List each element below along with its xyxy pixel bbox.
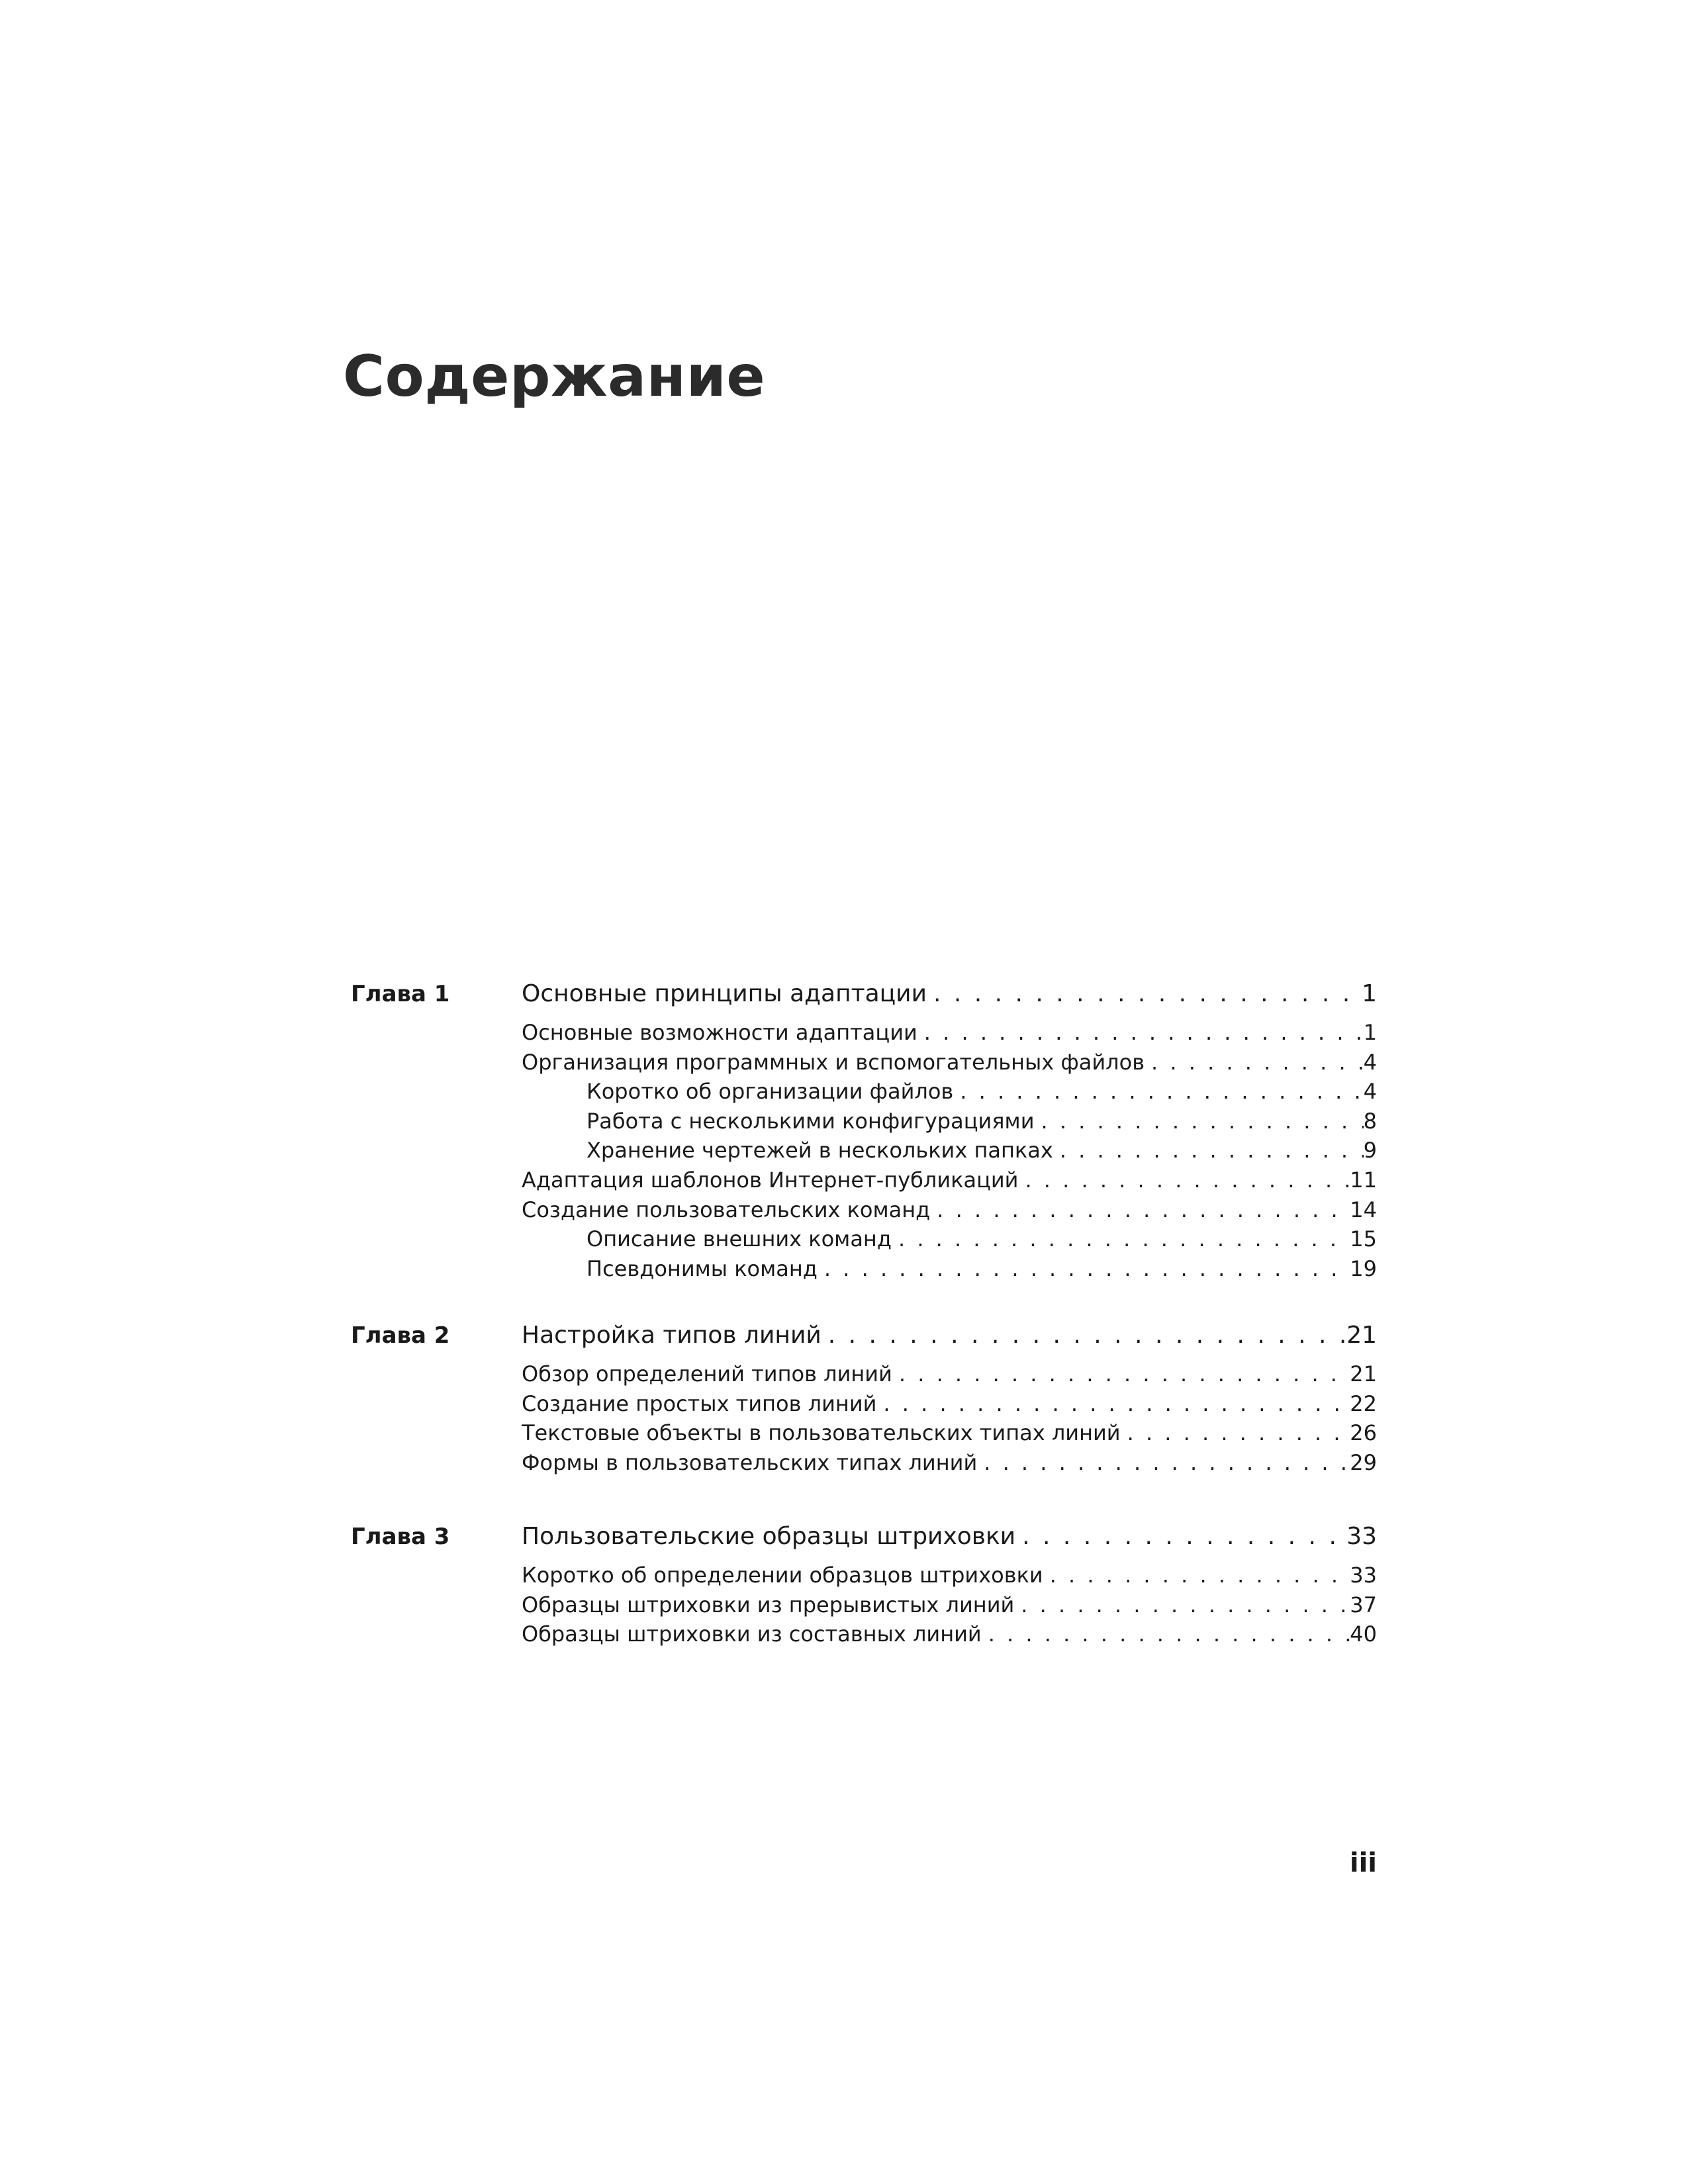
toc-entry[interactable] <box>522 1561 1377 1590</box>
chapter-label: Глава 2 <box>351 1322 450 1349</box>
toc-entry-title: Настройка типов линий <box>522 1322 821 1349</box>
toc-entry[interactable] <box>522 1522 1377 1551</box>
toc-entry-title: Текстовые объекты в пользовательских типах линий <box>522 1420 1121 1446</box>
toc-entry[interactable] <box>522 1619 1377 1649</box>
toc-entry-title: Коротко об определении образцов штриховки <box>522 1563 1043 1588</box>
toc-entry-title: Создание простых типов линий <box>522 1390 877 1416</box>
dot-leader <box>982 1619 1350 1649</box>
toc-entry[interactable] <box>522 1077 1377 1107</box>
toc-entry-title: Псевдонимы команд <box>586 1255 818 1281</box>
dot-leader <box>953 1077 1363 1107</box>
toc-entry-page: 26 <box>1350 1420 1377 1446</box>
dot-leader <box>892 1359 1350 1389</box>
toc-entry-title: Адаптация шаблонов Интернет-публикаций <box>522 1167 1019 1193</box>
toc-entry-page: 33 <box>1346 1523 1377 1550</box>
toc-entry[interactable] <box>522 1418 1377 1448</box>
toc-entry-page: 11 <box>1350 1167 1377 1193</box>
toc-entries <box>522 1321 1377 1477</box>
toc-entry-page: 37 <box>1350 1592 1377 1617</box>
toc-entry-page: 40 <box>1350 1621 1377 1647</box>
toc-entry[interactable] <box>522 1321 1377 1350</box>
toc-entry[interactable] <box>522 1018 1377 1048</box>
toc-entry-page: 22 <box>1350 1390 1377 1416</box>
dot-leader <box>818 1254 1350 1284</box>
dot-leader <box>1015 1522 1346 1551</box>
toc-entry-title: Образцы штриховки из составных линий <box>522 1621 982 1647</box>
toc-entry[interactable] <box>522 1048 1377 1077</box>
toc-entry[interactable] <box>522 1136 1377 1165</box>
chapter-label: Глава 3 <box>351 1524 450 1550</box>
toc-entry-title: Образцы штриховки из прерывистых линий <box>522 1592 1015 1617</box>
dot-leader <box>930 1195 1350 1225</box>
toc-entry-title: Основные принципы адаптации <box>522 980 927 1007</box>
toc-entry-page: 9 <box>1363 1138 1377 1163</box>
toc-entry[interactable] <box>522 979 1377 1009</box>
toc-entry-title: Пользовательские образцы штриховки <box>522 1523 1016 1550</box>
dot-leader <box>1121 1418 1350 1448</box>
dot-leader <box>876 1389 1350 1419</box>
toc-entries <box>522 1522 1377 1649</box>
dot-leader <box>1034 1107 1363 1136</box>
toc-entry[interactable] <box>522 1389 1377 1419</box>
dot-leader <box>1145 1048 1364 1077</box>
toc-entry[interactable] <box>522 1224 1377 1254</box>
toc-entry[interactable] <box>522 1254 1377 1284</box>
toc-entry-page: 4 <box>1363 1049 1377 1075</box>
toc-entry[interactable] <box>522 1195 1377 1225</box>
toc-entries <box>522 979 1377 1283</box>
toc-entry[interactable] <box>522 1165 1377 1195</box>
toc-entry[interactable] <box>522 1448 1377 1478</box>
toc-entry[interactable] <box>522 1107 1377 1136</box>
toc-entry[interactable] <box>522 1359 1377 1389</box>
dot-leader <box>917 1018 1364 1048</box>
page-title: Содержание <box>343 343 766 410</box>
toc-entry[interactable] <box>522 1590 1377 1620</box>
toc-entry-page: 15 <box>1350 1226 1377 1252</box>
dot-leader <box>977 1448 1350 1478</box>
toc-entry-title: Описание внешних команд <box>586 1226 892 1252</box>
dot-leader <box>892 1224 1350 1254</box>
toc-entry-title: Коротко об организации файлов <box>586 1079 954 1105</box>
toc-entry-page: 4 <box>1363 1079 1377 1105</box>
toc-entry-title: Формы в пользовательских типах линий <box>522 1449 978 1475</box>
page-number: iii <box>1349 1848 1377 1878</box>
toc-entry-page: 19 <box>1350 1255 1377 1281</box>
toc-entry-title: Создание пользовательских команд <box>522 1197 931 1222</box>
dot-leader <box>1018 1165 1350 1195</box>
toc-entry-page: 33 <box>1350 1563 1377 1588</box>
toc-entry-title: Работа с несколькими конфигурациями <box>586 1108 1035 1134</box>
toc-entry-page: 29 <box>1350 1449 1377 1475</box>
toc-entry-page: 21 <box>1346 1322 1377 1349</box>
dot-leader <box>1053 1136 1364 1165</box>
dot-leader <box>1014 1590 1350 1620</box>
dot-leader <box>821 1321 1346 1350</box>
toc-entry-title: Организация программных и вспомогательных файлов <box>522 1049 1145 1075</box>
dot-leader <box>1043 1561 1350 1590</box>
toc-entry-title: Основные возможности адаптации <box>522 1020 917 1045</box>
toc-entry-title: Обзор определений типов линий <box>522 1361 892 1387</box>
toc-entry-title: Хранение чертежей в нескольких папках <box>586 1138 1053 1163</box>
toc-entry-page: 1 <box>1363 1020 1377 1045</box>
chapter-label: Глава 1 <box>351 981 450 1007</box>
toc-entry-page: 1 <box>1362 980 1377 1007</box>
toc-entry-page: 21 <box>1350 1361 1377 1387</box>
dot-leader <box>927 979 1362 1009</box>
toc-entry-page: 14 <box>1350 1197 1377 1222</box>
toc-entry-page: 8 <box>1363 1108 1377 1134</box>
